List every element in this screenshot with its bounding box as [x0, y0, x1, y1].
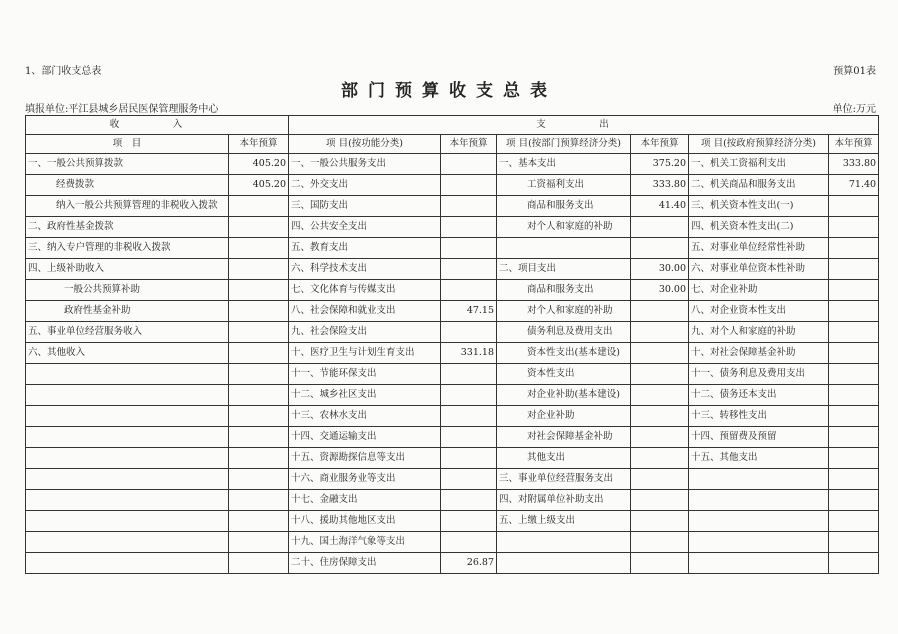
dept-item-cell: 资本性支出: [497, 364, 631, 385]
income-item-cell: 一、一般公共预算拨款: [26, 154, 229, 175]
function-item-cell: 四、公共安全支出: [289, 217, 441, 238]
function-item-cell: 七、文化体育与传媒支出: [289, 280, 441, 301]
function-budget-cell: [441, 175, 497, 196]
function-item-cell: 十、医疗卫生与计划生育支出: [289, 343, 441, 364]
gov-budget-cell: [829, 490, 879, 511]
income-item-cell: [26, 553, 229, 574]
gov-item-cell: 七、对企业补助: [689, 280, 829, 301]
gov-item-cell: 十二、债务还本支出: [689, 385, 829, 406]
dept-budget-cell: 333.80: [631, 175, 689, 196]
income-budget-cell: [229, 427, 289, 448]
dept-item-cell: 对企业补助: [497, 406, 631, 427]
gov-item-cell: 四、机关资本性支出(二): [689, 217, 829, 238]
dept-budget-cell: [631, 448, 689, 469]
income-item-cell: 经费拨款: [26, 175, 229, 196]
function-budget-cell: 47.15: [441, 301, 497, 322]
table-row: [26, 511, 879, 532]
gov-budget-cell: [829, 532, 879, 553]
function-item-cell: 十一、节能环保支出: [289, 364, 441, 385]
income-item-header: 项 目: [26, 135, 229, 154]
header-row-1: [26, 116, 879, 135]
function-budget-cell: [441, 448, 497, 469]
function-item-cell: 一、一般公共服务支出: [289, 154, 441, 175]
gov-budget-cell: [829, 217, 879, 238]
dept-item-cell: 三、事业单位经营服务支出: [497, 469, 631, 490]
table-row: [26, 196, 879, 217]
gov-item-cell: 一、机关工资福利支出: [689, 154, 829, 175]
table-row: [26, 280, 879, 301]
dept-item-cell: 对个人和家庭的补助: [497, 217, 631, 238]
table-row: [26, 532, 879, 553]
function-item-header: 项 目(按功能分类): [289, 135, 441, 154]
function-item-cell: 十五、资源勘探信息等支出: [289, 448, 441, 469]
dept-item-cell: 对个人和家庭的补助: [497, 301, 631, 322]
function-item-cell: 十三、农林水支出: [289, 406, 441, 427]
income-budget-cell: 405.20: [229, 175, 289, 196]
function-budget-cell: 331.18: [441, 343, 497, 364]
gov-budget-cell: [829, 448, 879, 469]
income-budget-cell: [229, 322, 289, 343]
income-budget-cell: [229, 301, 289, 322]
gov-item-cell: 三、机关资本性支出(一): [689, 196, 829, 217]
income-item-cell: [26, 490, 229, 511]
budget-table: [25, 115, 879, 574]
income-item-cell: [26, 364, 229, 385]
gov-item-cell: [689, 490, 829, 511]
dept-budget-cell: 375.20: [631, 154, 689, 175]
header-row-2: [26, 135, 879, 154]
table-row: [26, 469, 879, 490]
dept-budget-cell: 30.00: [631, 280, 689, 301]
table-row: [26, 301, 879, 322]
income-item-cell: 一般公共预算补助: [26, 280, 229, 301]
table-row: [26, 364, 879, 385]
income-item-cell: 三、纳入专户管理的非税收入拨款: [26, 238, 229, 259]
function-budget-cell: [441, 217, 497, 238]
dept-item-cell: 五、上缴上级支出: [497, 511, 631, 532]
function-item-cell: 二、外交支出: [289, 175, 441, 196]
income-budget-cell: [229, 511, 289, 532]
function-budget-cell: [441, 511, 497, 532]
income-item-cell: [26, 385, 229, 406]
income-budget-cell: [229, 553, 289, 574]
function-item-cell: 十七、金融支出: [289, 490, 441, 511]
income-budget-cell: [229, 448, 289, 469]
gov-item-cell: [689, 469, 829, 490]
income-budget-header: 本年预算: [229, 135, 289, 154]
income-budget-cell: [229, 490, 289, 511]
gov-item-cell: [689, 511, 829, 532]
income-budget-cell: [229, 343, 289, 364]
dept-item-cell: 对企业补助(基本建设): [497, 385, 631, 406]
dept-budget-cell: [631, 343, 689, 364]
income-budget-cell: [229, 364, 289, 385]
function-budget-cell: 26.87: [441, 553, 497, 574]
function-budget-cell: [441, 196, 497, 217]
currency-unit: 单位:万元: [832, 104, 876, 115]
income-item-cell: [26, 427, 229, 448]
dept-item-cell: 对社会保障基金补助: [497, 427, 631, 448]
function-budget-cell: [441, 364, 497, 385]
gov-budget-cell: [829, 553, 879, 574]
gov-item-cell: 八、对企业资本性支出: [689, 301, 829, 322]
function-budget-cell: [441, 259, 497, 280]
dept-budget-cell: [631, 427, 689, 448]
function-budget-cell: [441, 532, 497, 553]
table-index-label: 1、部门收支总表: [25, 66, 102, 77]
dept-budget-cell: [631, 217, 689, 238]
reporting-org: 填报单位:平江县城乡居民医保管理服务中心: [25, 104, 219, 115]
function-budget-cell: [441, 427, 497, 448]
income-header: 收 入: [26, 116, 289, 135]
dept-item-cell: 一、基本支出: [497, 154, 631, 175]
table-row: [26, 217, 879, 238]
dept-budget-cell: [631, 301, 689, 322]
income-budget-cell: [229, 217, 289, 238]
dept-item-cell: 债务利息及费用支出: [497, 322, 631, 343]
gov-budget-cell: [829, 238, 879, 259]
dept-item-cell: 商品和服务支出: [497, 280, 631, 301]
income-budget-cell: [229, 469, 289, 490]
gov-budget-cell: [829, 385, 879, 406]
dept-budget-cell: [631, 532, 689, 553]
table-row: [26, 259, 879, 280]
page-title: 部门预算收支总表: [341, 81, 557, 101]
income-item-cell: 四、上级补助收入: [26, 259, 229, 280]
function-item-cell: 十八、援助其他地区支出: [289, 511, 441, 532]
function-item-cell: 八、社会保障和就业支出: [289, 301, 441, 322]
income-budget-cell: 405.20: [229, 154, 289, 175]
gov-item-cell: 二、机关商品和服务支出: [689, 175, 829, 196]
table-row: [26, 343, 879, 364]
table-row: [26, 448, 879, 469]
function-budget-cell: [441, 280, 497, 301]
income-budget-cell: [229, 385, 289, 406]
gov-budget-cell: [829, 301, 879, 322]
income-budget-cell: [229, 259, 289, 280]
gov-budget-cell: [829, 469, 879, 490]
dept-budget-cell: [631, 490, 689, 511]
gov-budget-header: 本年预算: [829, 135, 879, 154]
function-budget-cell: [441, 406, 497, 427]
gov-item-cell: 十五、其他支出: [689, 448, 829, 469]
gov-item-cell: 九、对个人和家庭的补助: [689, 322, 829, 343]
income-item-cell: 六、其他收入: [26, 343, 229, 364]
table-row: [26, 553, 879, 574]
gov-budget-cell: [829, 406, 879, 427]
function-item-cell: 二十、住房保障支出: [289, 553, 441, 574]
dept-item-cell: [497, 553, 631, 574]
dept-budget-cell: [631, 322, 689, 343]
dept-budget-cell: 30.00: [631, 259, 689, 280]
gov-budget-cell: 71.40: [829, 175, 879, 196]
table-row: [26, 322, 879, 343]
income-item-cell: 五、事业单位经营服务收入: [26, 322, 229, 343]
dept-budget-cell: [631, 553, 689, 574]
dept-budget-cell: 41.40: [631, 196, 689, 217]
dept-budget-cell: [631, 238, 689, 259]
table-row: [26, 154, 879, 175]
gov-item-cell: 十、对社会保障基金补助: [689, 343, 829, 364]
table-row: [26, 175, 879, 196]
function-budget-cell: [441, 238, 497, 259]
form-code: 预算01表: [833, 66, 876, 77]
function-item-cell: 三、国防支出: [289, 196, 441, 217]
gov-budget-cell: 333.80: [829, 154, 879, 175]
gov-item-cell: [689, 532, 829, 553]
gov-budget-cell: [829, 322, 879, 343]
dept-budget-cell: [631, 406, 689, 427]
dept-item-cell: 工资福利支出: [497, 175, 631, 196]
function-item-cell: 十九、国土海洋气象等支出: [289, 532, 441, 553]
table-row: [26, 427, 879, 448]
table-row: [26, 406, 879, 427]
gov-budget-cell: [829, 343, 879, 364]
org-unit-line: [25, 100, 876, 115]
income-item-cell: 二、政府性基金拨款: [26, 217, 229, 238]
gov-item-header: 项 目(按政府预算经济分类): [689, 135, 829, 154]
income-item-cell: [26, 469, 229, 490]
table-row: [26, 238, 879, 259]
function-budget-cell: [441, 490, 497, 511]
dept-item-cell: 四、对附属单位补助支出: [497, 490, 631, 511]
gov-budget-cell: [829, 259, 879, 280]
dept-item-cell: 其他支出: [497, 448, 631, 469]
table-row: [26, 385, 879, 406]
gov-budget-cell: [829, 364, 879, 385]
gov-item-cell: 十四、预留费及预留: [689, 427, 829, 448]
gov-item-cell: 十一、债务利息及费用支出: [689, 364, 829, 385]
function-item-cell: 十四、交通运输支出: [289, 427, 441, 448]
dept-item-header: 项 目(按部门预算经济分类): [497, 135, 631, 154]
income-budget-cell: [229, 196, 289, 217]
function-item-cell: 十二、城乡社区支出: [289, 385, 441, 406]
gov-item-cell: [689, 553, 829, 574]
gov-budget-cell: [829, 511, 879, 532]
dept-item-cell: 二、项目支出: [497, 259, 631, 280]
function-item-cell: 五、教育支出: [289, 238, 441, 259]
income-budget-cell: [229, 532, 289, 553]
income-item-cell: [26, 511, 229, 532]
income-budget-cell: [229, 238, 289, 259]
dept-budget-header: 本年预算: [631, 135, 689, 154]
function-item-cell: 九、社会保险支出: [289, 322, 441, 343]
table-row: [26, 490, 879, 511]
function-budget-header: 本年预算: [441, 135, 497, 154]
income-item-cell: [26, 406, 229, 427]
income-budget-cell: [229, 406, 289, 427]
expenditure-header: 支 出: [289, 116, 879, 135]
function-budget-cell: [441, 385, 497, 406]
dept-budget-cell: [631, 511, 689, 532]
dept-item-cell: 商品和服务支出: [497, 196, 631, 217]
gov-item-cell: 十三、转移性支出: [689, 406, 829, 427]
income-item-cell: [26, 448, 229, 469]
function-budget-cell: [441, 469, 497, 490]
gov-budget-cell: [829, 427, 879, 448]
dept-budget-cell: [631, 364, 689, 385]
gov-item-cell: 五、对事业单位经常性补助: [689, 238, 829, 259]
dept-item-cell: [497, 238, 631, 259]
function-item-cell: 六、科学技术支出: [289, 259, 441, 280]
function-item-cell: 十六、商业服务业等支出: [289, 469, 441, 490]
income-item-cell: [26, 532, 229, 553]
dept-item-cell: 资本性支出(基本建设): [497, 343, 631, 364]
income-budget-cell: [229, 280, 289, 301]
gov-budget-cell: [829, 196, 879, 217]
income-item-cell: 政府性基金补助: [26, 301, 229, 322]
gov-item-cell: 六、对事业单位资本性补助: [689, 259, 829, 280]
dept-item-cell: [497, 532, 631, 553]
income-item-cell: 纳入一般公共预算管理的非税收入拨款: [26, 196, 229, 217]
function-budget-cell: [441, 154, 497, 175]
dept-budget-cell: [631, 469, 689, 490]
dept-budget-cell: [631, 385, 689, 406]
function-budget-cell: [441, 322, 497, 343]
gov-budget-cell: [829, 280, 879, 301]
